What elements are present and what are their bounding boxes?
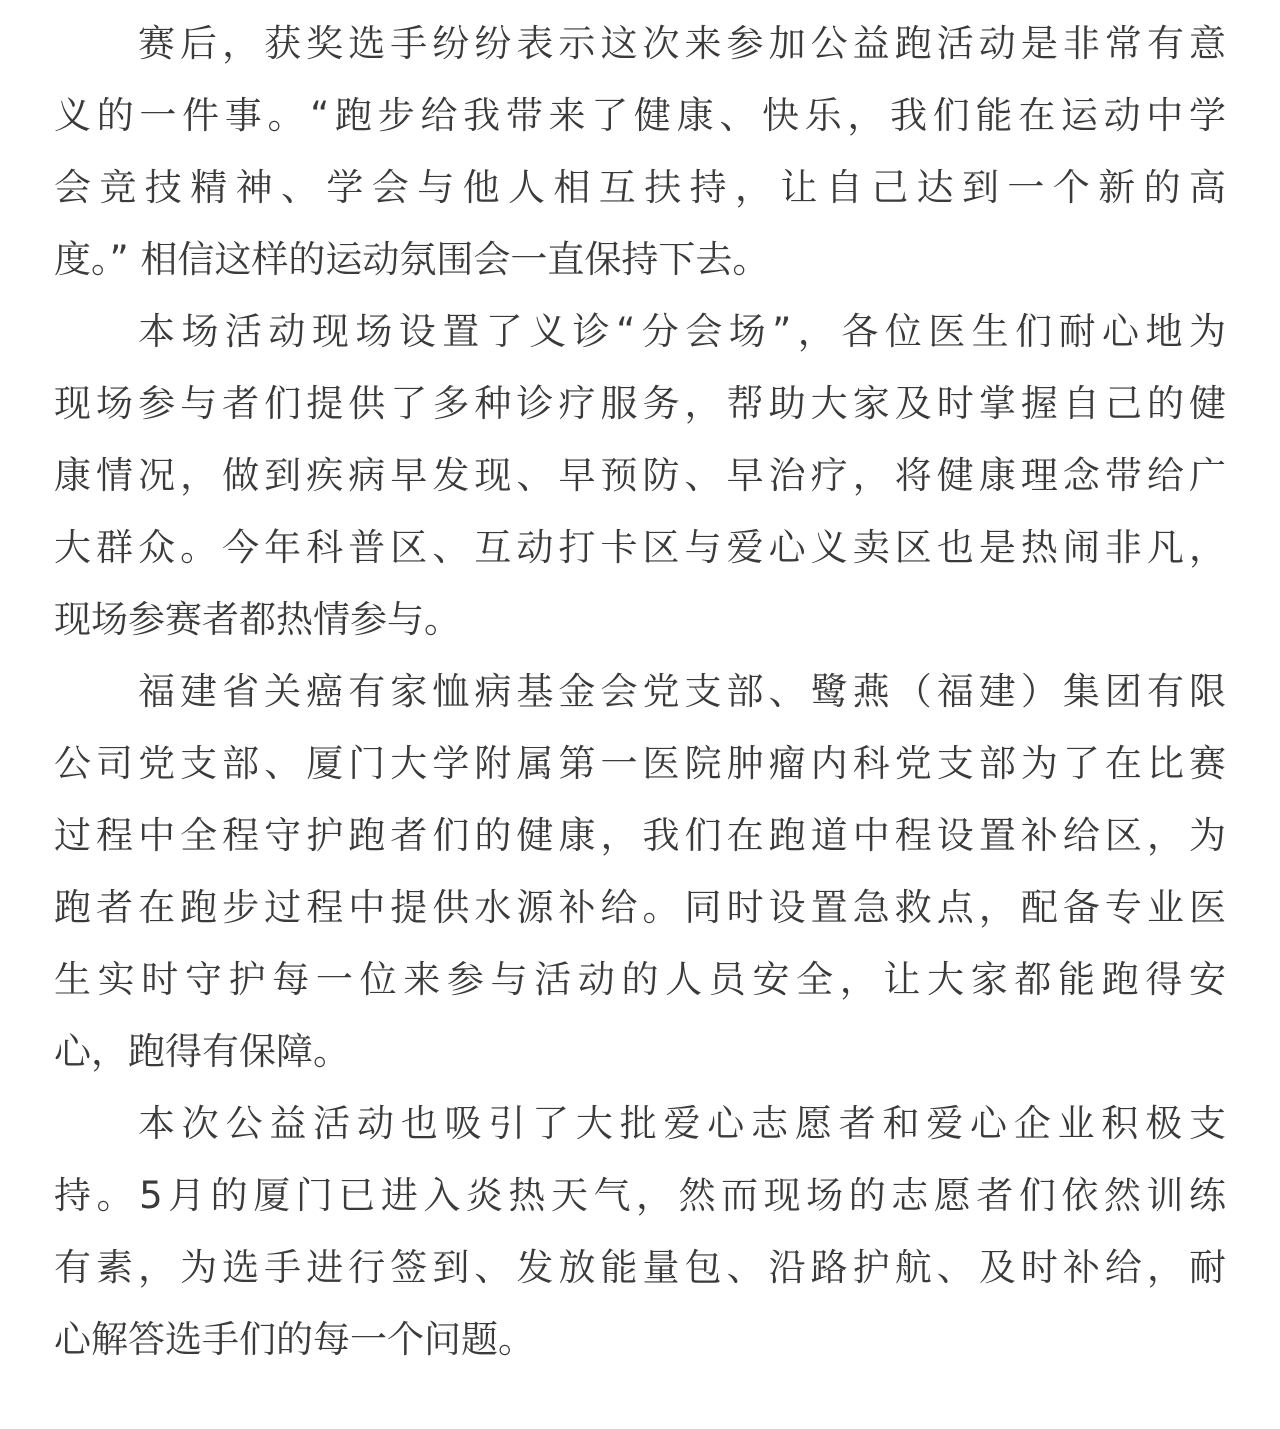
text-line: 赛后，获奖选手纷纷表示这次来参加公益跑活动是非常有意 xyxy=(138,22,1226,65)
text-line: 心，跑得有保障。 xyxy=(54,1030,350,1073)
text-line: 现场参与者们提供了多种诊疗服务，帮助大家及时掌握自己的健 xyxy=(54,382,1226,425)
text-line: 公司党支部、厦门大学附属第一医院肿瘤内科党支部为了在比赛 xyxy=(54,742,1226,785)
text-line: 过程中全程守护跑者们的健康，我们在跑道中程设置补给区，为 xyxy=(54,814,1226,857)
text-line: 生实时守护每一位来参与活动的人员安全，让大家都能跑得安 xyxy=(54,958,1226,1001)
text-line: 本次公益活动也吸引了大批爱心志愿者和爱心企业积极支 xyxy=(138,1102,1226,1145)
text-line: 福建省关癌有家恤病基金会党支部、鹭燕（福建）集团有限 xyxy=(138,670,1226,713)
text-line: 会竞技精神、学会与他人相互扶持，让自己达到一个新的高 xyxy=(54,166,1226,209)
paragraph-3 xyxy=(54,656,1226,1088)
text-line: 本场活动现场设置了义诊“分会场”，各位医生们耐心地为 xyxy=(138,310,1226,353)
text-line: 度。” 相信这样的运动氛围会一直保持下去。 xyxy=(54,238,770,281)
text-line: 持。5月的厦门已进入炎热天气，然而现场的志愿者们依然训练 xyxy=(54,1174,1226,1217)
paragraph-4 xyxy=(54,1088,1226,1376)
text-line: 现场参赛者都热情参与。 xyxy=(54,598,461,641)
text-line: 康情况，做到疾病早发现、早预防、早治疗，将健康理念带给广 xyxy=(54,454,1226,497)
text-line: 有素，为选手进行签到、发放能量包、沿路护航、及时补给，耐 xyxy=(54,1246,1226,1289)
text-line: 心解答选手们的每一个问题。 xyxy=(54,1318,535,1361)
article-body xyxy=(54,8,1226,1376)
text-line: 义的一件事。“跑步给我带来了健康、快乐，我们能在运动中学 xyxy=(54,94,1226,137)
text-line: 大群众。今年科普区、互动打卡区与爱心义卖区也是热闹非凡， xyxy=(54,526,1226,569)
paragraph-1 xyxy=(54,8,1226,296)
text-line: 跑者在跑步过程中提供水源补给。同时设置急救点，配备专业医 xyxy=(54,886,1226,929)
paragraph-2 xyxy=(54,296,1226,656)
